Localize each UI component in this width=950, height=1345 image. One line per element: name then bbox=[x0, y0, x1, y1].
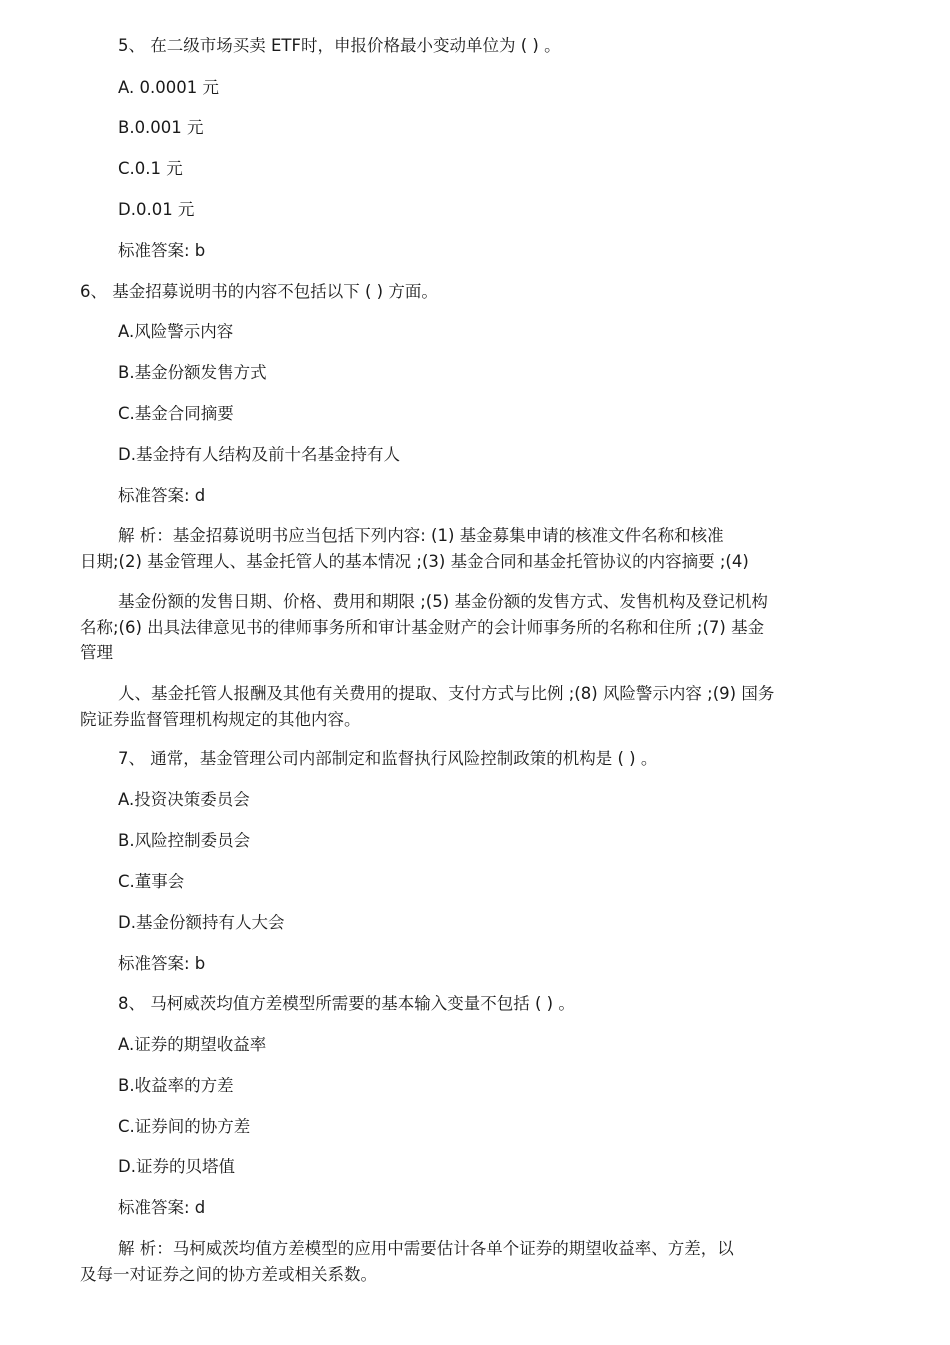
question-6-analysis-line: 名称;(6) 出具法律意见书的律师事务所和审计基金财产的会计师事务所的名称和住所 ;(7) 基金 bbox=[80, 618, 765, 637]
question-5-option-b: B.0.001 元 bbox=[118, 118, 204, 137]
question-7-option-a: A.投资决策委员会 bbox=[118, 790, 250, 809]
question-6-analysis-line: 日期;(2) 基金管理人、基金托管人的基本情况 ;(3) 基金合同和基金托管协议的内容摘要 ;(4) bbox=[80, 552, 749, 571]
question-7-option-c: C.董事会 bbox=[118, 872, 185, 891]
question-6-option-c: C.基金合同摘要 bbox=[118, 404, 234, 423]
question-8-option-a: A.证券的期望收益率 bbox=[118, 1035, 267, 1054]
question-5-option-a: A. 0.0001 元 bbox=[118, 78, 219, 97]
question-7-option-b: B.风险控制委员会 bbox=[118, 831, 251, 850]
question-7-stem: 7、 通常，基金管理公司内部制定和监督执行风险控制政策的机构是 ( ) 。 bbox=[118, 749, 658, 768]
question-5-answer: 标准答案: b bbox=[118, 241, 206, 260]
question-8-option-d: D.证券的贝塔值 bbox=[118, 1157, 235, 1176]
question-6-analysis-line: 解 析：基金招募说明书应当包括下列内容: (1) 基金募集申请的核准文件名称和核准 bbox=[118, 526, 724, 545]
question-8-analysis-line: 及每一对证券之间的协方差或相关系数。 bbox=[80, 1265, 377, 1284]
question-6-analysis-line: 院证券监督管理机构规定的其他内容。 bbox=[80, 710, 361, 729]
question-8-option-b: B.收益率的方差 bbox=[118, 1076, 234, 1095]
question-8-stem: 8、 马柯威茨均值方差模型所需要的基本输入变量不包括 ( ) 。 bbox=[118, 994, 575, 1013]
question-6-option-a: A.风险警示内容 bbox=[118, 322, 234, 341]
question-8-option-c: C.证券间的协方差 bbox=[118, 1117, 251, 1136]
question-5-option-d: D.0.01 元 bbox=[118, 200, 195, 219]
question-7-option-d: D.基金份额持有人大会 bbox=[118, 913, 285, 932]
question-7-answer: 标准答案: b bbox=[118, 954, 206, 973]
question-6-analysis-line: 管理 bbox=[80, 643, 113, 662]
question-6-analysis-line: 人、基金托管人报酬及其他有关费用的提取、支付方式与比例 ;(8) 风险警示内容 ;(9) 国务 bbox=[118, 684, 775, 703]
question-5-option-c: C.0.1 元 bbox=[118, 159, 183, 178]
question-6-answer: 标准答案: d bbox=[118, 486, 206, 505]
question-5-stem: 5、 在二级市场买卖 ETF时，申报价格最小变动单位为 ( ) 。 bbox=[118, 36, 561, 55]
question-6-option-b: B.基金份额发售方式 bbox=[118, 363, 267, 382]
question-8-answer: 标准答案: d bbox=[118, 1198, 206, 1217]
question-8-analysis-line: 解 析：马柯威茨均值方差模型的应用中需要估计各单个证券的期望收益率、方差，以 bbox=[118, 1239, 734, 1258]
question-6-analysis-line: 基金份额的发售日期、价格、费用和期限 ;(5) 基金份额的发售方式、发售机构及登记机构 bbox=[118, 592, 768, 611]
question-6-stem: 6、 基金招募说明书的内容不包括以下 ( ) 方面。 bbox=[80, 282, 438, 301]
question-6-option-d: D.基金持有人结构及前十名基金持有人 bbox=[118, 445, 400, 464]
